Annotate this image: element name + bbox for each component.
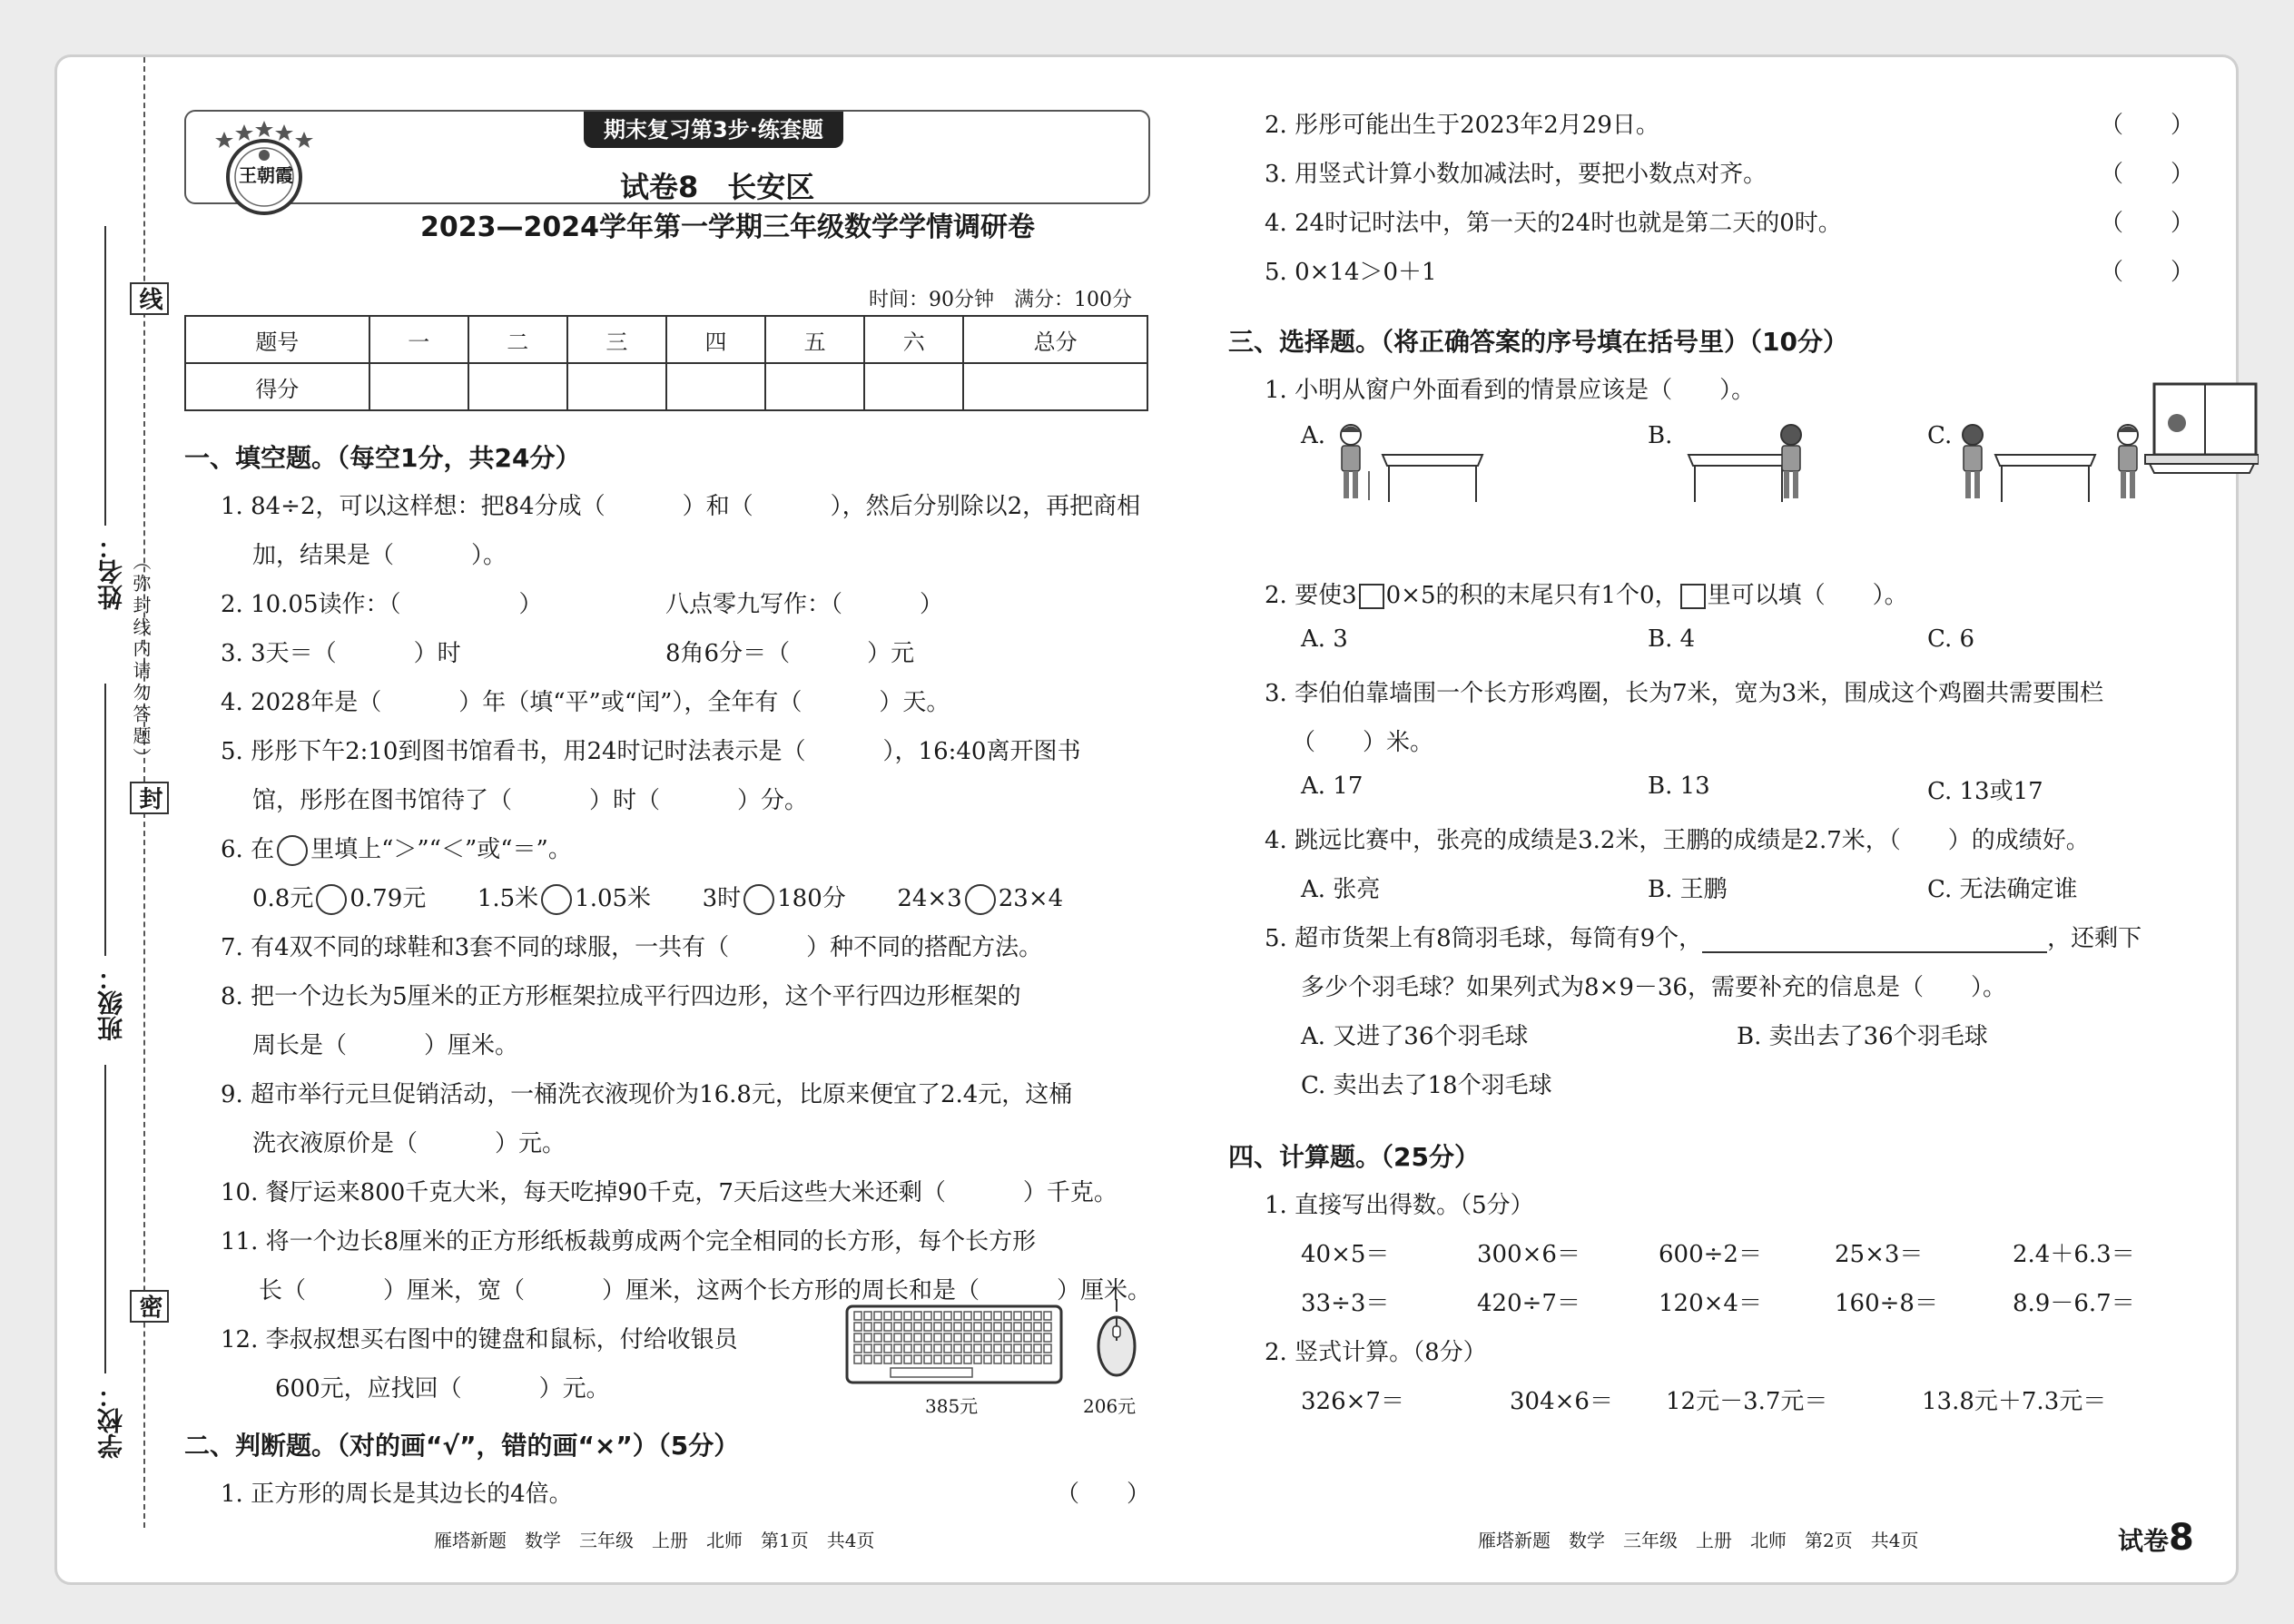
section4-title: 四、计算题。（25分） bbox=[1228, 1142, 1480, 1172]
s3-q3-opt-b[interactable]: B. 13 bbox=[1648, 773, 1710, 800]
s3-q5-opt-b[interactable]: B. 卖出去了36个羽毛球 bbox=[1737, 1023, 1988, 1050]
child-table-scene-icon bbox=[1684, 418, 1838, 509]
s4-q1: 1. 直接写出得数。（5分） bbox=[1265, 1192, 1534, 1219]
exam-sheet bbox=[54, 54, 2239, 1585]
vertical-calc-item: 13.8元＋7.3元＝ bbox=[1922, 1388, 2107, 1415]
s3-q3-opt-a[interactable]: A. 17 bbox=[1301, 773, 1364, 800]
s3-q3-opt-c[interactable]: C. 13或17 bbox=[1927, 778, 2043, 805]
keyboard-price: 385元 bbox=[925, 1395, 979, 1417]
compare-circle[interactable] bbox=[965, 884, 996, 915]
s3-q4-opt-a[interactable]: A. 张亮 bbox=[1301, 876, 1381, 903]
compare-circle[interactable] bbox=[316, 884, 347, 915]
score-cell[interactable] bbox=[468, 363, 567, 410]
section1-title: 一、填空题。（每空1分，共24分） bbox=[184, 443, 581, 473]
s3-q4-opt-c[interactable]: C. 无法确定谁 bbox=[1927, 876, 2078, 903]
s3-q2-opt-b[interactable]: B. 4 bbox=[1648, 625, 1696, 653]
calc-item: 40×5＝ bbox=[1301, 1241, 1390, 1268]
calc-item: 120×4＝ bbox=[1659, 1290, 1762, 1317]
s3-q5-opt-a[interactable]: A. 又进了36个羽毛球 bbox=[1301, 1023, 1529, 1050]
class-label: 班级： bbox=[96, 965, 126, 1041]
score-row-label: 得分 bbox=[185, 363, 369, 410]
s3-q1-pic-c bbox=[1959, 382, 2259, 513]
s1-q12-line2: 600元，应找回（ ）元。 bbox=[275, 1375, 610, 1403]
score-header-cell: 四 bbox=[666, 316, 765, 363]
score-header-cell: 六 bbox=[864, 316, 963, 363]
step-banner: 期末复习第3步·练套题 bbox=[584, 112, 843, 148]
score-table-header-row bbox=[185, 316, 1147, 363]
s1-q3-right: 8角6分＝（ ）元 bbox=[665, 640, 915, 667]
score-header-cell: 题号 bbox=[185, 316, 369, 363]
calc-item: 600÷2＝ bbox=[1659, 1241, 1762, 1268]
s3-q1-opt-a[interactable]: A. bbox=[1301, 422, 1326, 449]
score-header-cell: 三 bbox=[567, 316, 666, 363]
calc-item: 25×3＝ bbox=[1835, 1241, 1924, 1268]
keyboard-image bbox=[845, 1304, 1063, 1390]
s2-q4: 4. 24时记时法中，第一天的24时也就是第二天的0时。 bbox=[1265, 210, 1842, 237]
s1-q10: 10. 餐厅运来800千克大米，每天吃掉90千克，7天后这些大米还剩（ ）千克。 bbox=[221, 1179, 1117, 1206]
binding-mark-feng: 封 bbox=[130, 782, 169, 814]
compare-circle[interactable] bbox=[743, 884, 774, 915]
s1-q8-line2: 周长是（ ）厘米。 bbox=[252, 1032, 519, 1059]
score-cell[interactable] bbox=[765, 363, 864, 410]
s3-q4: 4. 跳远比赛中，张亮的成绩是3.2米，王鹏的成绩是2.7米，（ ）的成绩好。 bbox=[1265, 827, 2090, 854]
s1-q11-line1: 11. 将一个边长8厘米的正方形纸板裁剪成两个完全相同的长方形，每个长方形 bbox=[221, 1228, 1037, 1255]
score-header-cell: 五 bbox=[765, 316, 864, 363]
calc-item: 33÷3＝ bbox=[1301, 1290, 1390, 1317]
calc-item: 2.4＋6.3＝ bbox=[2013, 1241, 2135, 1268]
score-cell[interactable] bbox=[963, 363, 1147, 410]
s3-q3-line2: （ ）米。 bbox=[1292, 729, 1434, 756]
compare-circle-icon bbox=[277, 835, 308, 866]
score-cell[interactable] bbox=[369, 363, 468, 410]
calc-item: 8.9－6.7＝ bbox=[2013, 1290, 2135, 1317]
s1-q11-line2: 长（ ）厘米，宽（ ）厘米，这两个长方形的周长和是（ ）厘米。 bbox=[259, 1277, 1152, 1304]
score-table-score-row bbox=[185, 363, 1147, 410]
compare-circle[interactable] bbox=[541, 884, 572, 915]
calc-item: 420÷7＝ bbox=[1477, 1290, 1580, 1317]
section3-title: 三、选择题。（将正确答案的序号填在括号里）（10分） bbox=[1228, 327, 1848, 357]
school-line bbox=[104, 1065, 106, 1373]
s2-q5: 5. 0×14＞0＋1 bbox=[1265, 259, 1437, 286]
score-header-cell: 一 bbox=[369, 316, 468, 363]
s2-q1: 1. 正方形的周长是其边长的4倍。 bbox=[221, 1481, 573, 1508]
s1-q4: 4. 2028年是（ ）年（填“平”或“闰”），全年有（ ）天。 bbox=[221, 689, 950, 716]
keyboard-icon bbox=[845, 1304, 1063, 1386]
digit-box-icon bbox=[1359, 584, 1384, 609]
score-header-cell: 二 bbox=[468, 316, 567, 363]
s1-q5-line2: 馆，彤彤在图书馆待了（ ）时（ ）分。 bbox=[252, 787, 809, 814]
s3-q1-pic-b bbox=[1684, 418, 1838, 513]
s2-q4-paren[interactable]: （ ） bbox=[2100, 210, 2195, 237]
section2-title: 二、判断题。（对的画“√”，错的画“×”）（5分） bbox=[184, 1431, 740, 1461]
s1-q9-line2: 洗衣液原价是（ ）元。 bbox=[252, 1130, 566, 1157]
s2-q2-paren[interactable]: （ ） bbox=[2100, 112, 2195, 139]
s1-q2-right: 八点零九写作：（ ） bbox=[665, 591, 944, 618]
vertical-calc-item: 326×7＝ bbox=[1301, 1388, 1404, 1415]
time-info: 时间：90分钟 满分：100分 bbox=[869, 289, 1132, 311]
s3-q4-opt-b[interactable]: B. 王鹏 bbox=[1648, 876, 1728, 903]
s3-q5-line1: 5. 超市货架上有8筒羽毛球，每筒有9个， ，还剩下 bbox=[1265, 925, 2142, 952]
s1-q3-left: 3. 3天＝（ ）时 bbox=[221, 640, 461, 667]
s3-q1: 1. 小明从窗户外面看到的情景应该是（ ）。 bbox=[1265, 377, 1756, 404]
binding-seal-note: （弥封线内请勿答题） bbox=[130, 552, 152, 770]
mouse-price: 206元 bbox=[1083, 1395, 1137, 1417]
name-label: 姓名： bbox=[96, 534, 126, 610]
child-table-window-scene-icon bbox=[1959, 382, 2259, 509]
s2-q1-paren[interactable]: （ ） bbox=[1056, 1481, 1151, 1508]
s3-q3-line1: 3. 李伯伯靠墙围一个长方形鸡圈，长为7米，宽为3米，围成这个鸡圈共需要围栏 bbox=[1265, 680, 2104, 707]
mouse-image bbox=[1094, 1297, 1139, 1383]
score-cell[interactable] bbox=[567, 363, 666, 410]
s3-q2-opt-c[interactable]: C. 6 bbox=[1927, 625, 1975, 653]
school-label: 学校： bbox=[96, 1383, 126, 1459]
footer-left: 雁塔新题 数学 三年级 上册 北师 第1页 共4页 bbox=[434, 1530, 875, 1551]
s1-q1-line2: 加，结果是（ ）。 bbox=[252, 542, 507, 569]
binding-mark-xian: 线 bbox=[130, 282, 169, 315]
s3-q5-line2: 多少个羽毛球？如果列式为8×9－36，需要补充的信息是（ ）。 bbox=[1301, 974, 2006, 1001]
calc-item: 300×6＝ bbox=[1477, 1241, 1580, 1268]
digit-box-icon bbox=[1680, 584, 1706, 609]
s1-q5-line1: 5. 彤彤下午2:10到图书馆看书，用24时记时法表示是（ ），16:40离开图书 bbox=[221, 738, 1081, 765]
binding-mark-mi: 密 bbox=[130, 1290, 169, 1323]
calc-item: 160÷8＝ bbox=[1835, 1290, 1938, 1317]
child-table-scene-icon bbox=[1333, 418, 1487, 509]
s4-q2: 2. 竖式计算。（8分） bbox=[1265, 1339, 1487, 1366]
footer-right: 雁塔新题 数学 三年级 上册 北师 第2页 共4页 bbox=[1478, 1530, 1919, 1551]
s3-q2-opt-a[interactable]: A. 3 bbox=[1301, 625, 1348, 653]
s1-q1-line1: 1. 84÷2，可以这样想：把84分成（ ）和（ ），然后分别除以2，再把商相 bbox=[221, 493, 1141, 520]
s2-q5-paren[interactable]: （ ） bbox=[2100, 259, 2195, 286]
name-line bbox=[104, 226, 106, 526]
score-table bbox=[184, 315, 1148, 411]
mouse-icon bbox=[1094, 1297, 1139, 1379]
s2-q3: 3. 用竖式计算小数加减法时，要把小数点对齐。 bbox=[1265, 161, 1767, 188]
s2-q3-paren[interactable]: （ ） bbox=[2100, 161, 2195, 188]
s1-q8-line1: 8. 把一个边长为5厘米的正方形框架拉成平行四边形，这个平行四边形框架的 bbox=[221, 983, 1021, 1010]
s1-q6-line2: 0.8元 0.79元 1.5米 1.05米 3时 180分 24×3 23×4 bbox=[252, 880, 1063, 915]
s2-q2: 2. 彤彤可能出生于2023年2月29日。 bbox=[1265, 112, 1659, 139]
s3-q1-pic-a bbox=[1333, 418, 1487, 513]
s3-q1-opt-c[interactable]: C. bbox=[1927, 422, 1953, 449]
paper-title: 试卷8 长安区 bbox=[620, 170, 815, 204]
score-cell[interactable] bbox=[864, 363, 963, 410]
s3-q5-opt-c[interactable]: C. 卖出去了18个羽毛球 bbox=[1301, 1072, 1552, 1099]
class-line bbox=[104, 684, 106, 956]
paper-subtitle: 2023—2024学年第一学期三年级数学学情调研卷 bbox=[420, 212, 1035, 243]
brand-stamp-name: 王朝霞 bbox=[239, 164, 293, 186]
s3-q2: 2. 要使3 0×5的积的末尾只有1个0， 里可以填（ ）。 bbox=[1265, 582, 1908, 609]
s1-q12-line1: 12. 李叔叔想买右图中的键盘和鼠标，付给收银员 bbox=[221, 1326, 738, 1353]
s1-q7: 7. 有4双不同的球鞋和3套不同的球服，一共有（ ）种不同的搭配方法。 bbox=[221, 934, 1043, 961]
s1-q6-line1: 6. 在 里填上“＞”“＜”或“＝”。 bbox=[221, 831, 572, 866]
answer-underline[interactable] bbox=[1702, 930, 2047, 953]
s1-q2-left: 2. 10.05读作：（ ） bbox=[221, 591, 543, 618]
score-header-cell: 总分 bbox=[963, 316, 1147, 363]
vertical-calc-item: 304×6＝ bbox=[1510, 1388, 1613, 1415]
score-cell[interactable] bbox=[666, 363, 765, 410]
s3-q1-opt-b[interactable]: B. bbox=[1648, 422, 1673, 449]
footer-paper-label: 试卷8 bbox=[2118, 1517, 2194, 1559]
s1-q9-line1: 9. 超市举行元旦促销活动，一桶洗衣液现价为16.8元，比原来便宜了2.4元，这桶 bbox=[221, 1081, 1073, 1108]
vertical-calc-item: 12元－3.7元＝ bbox=[1666, 1388, 1828, 1415]
